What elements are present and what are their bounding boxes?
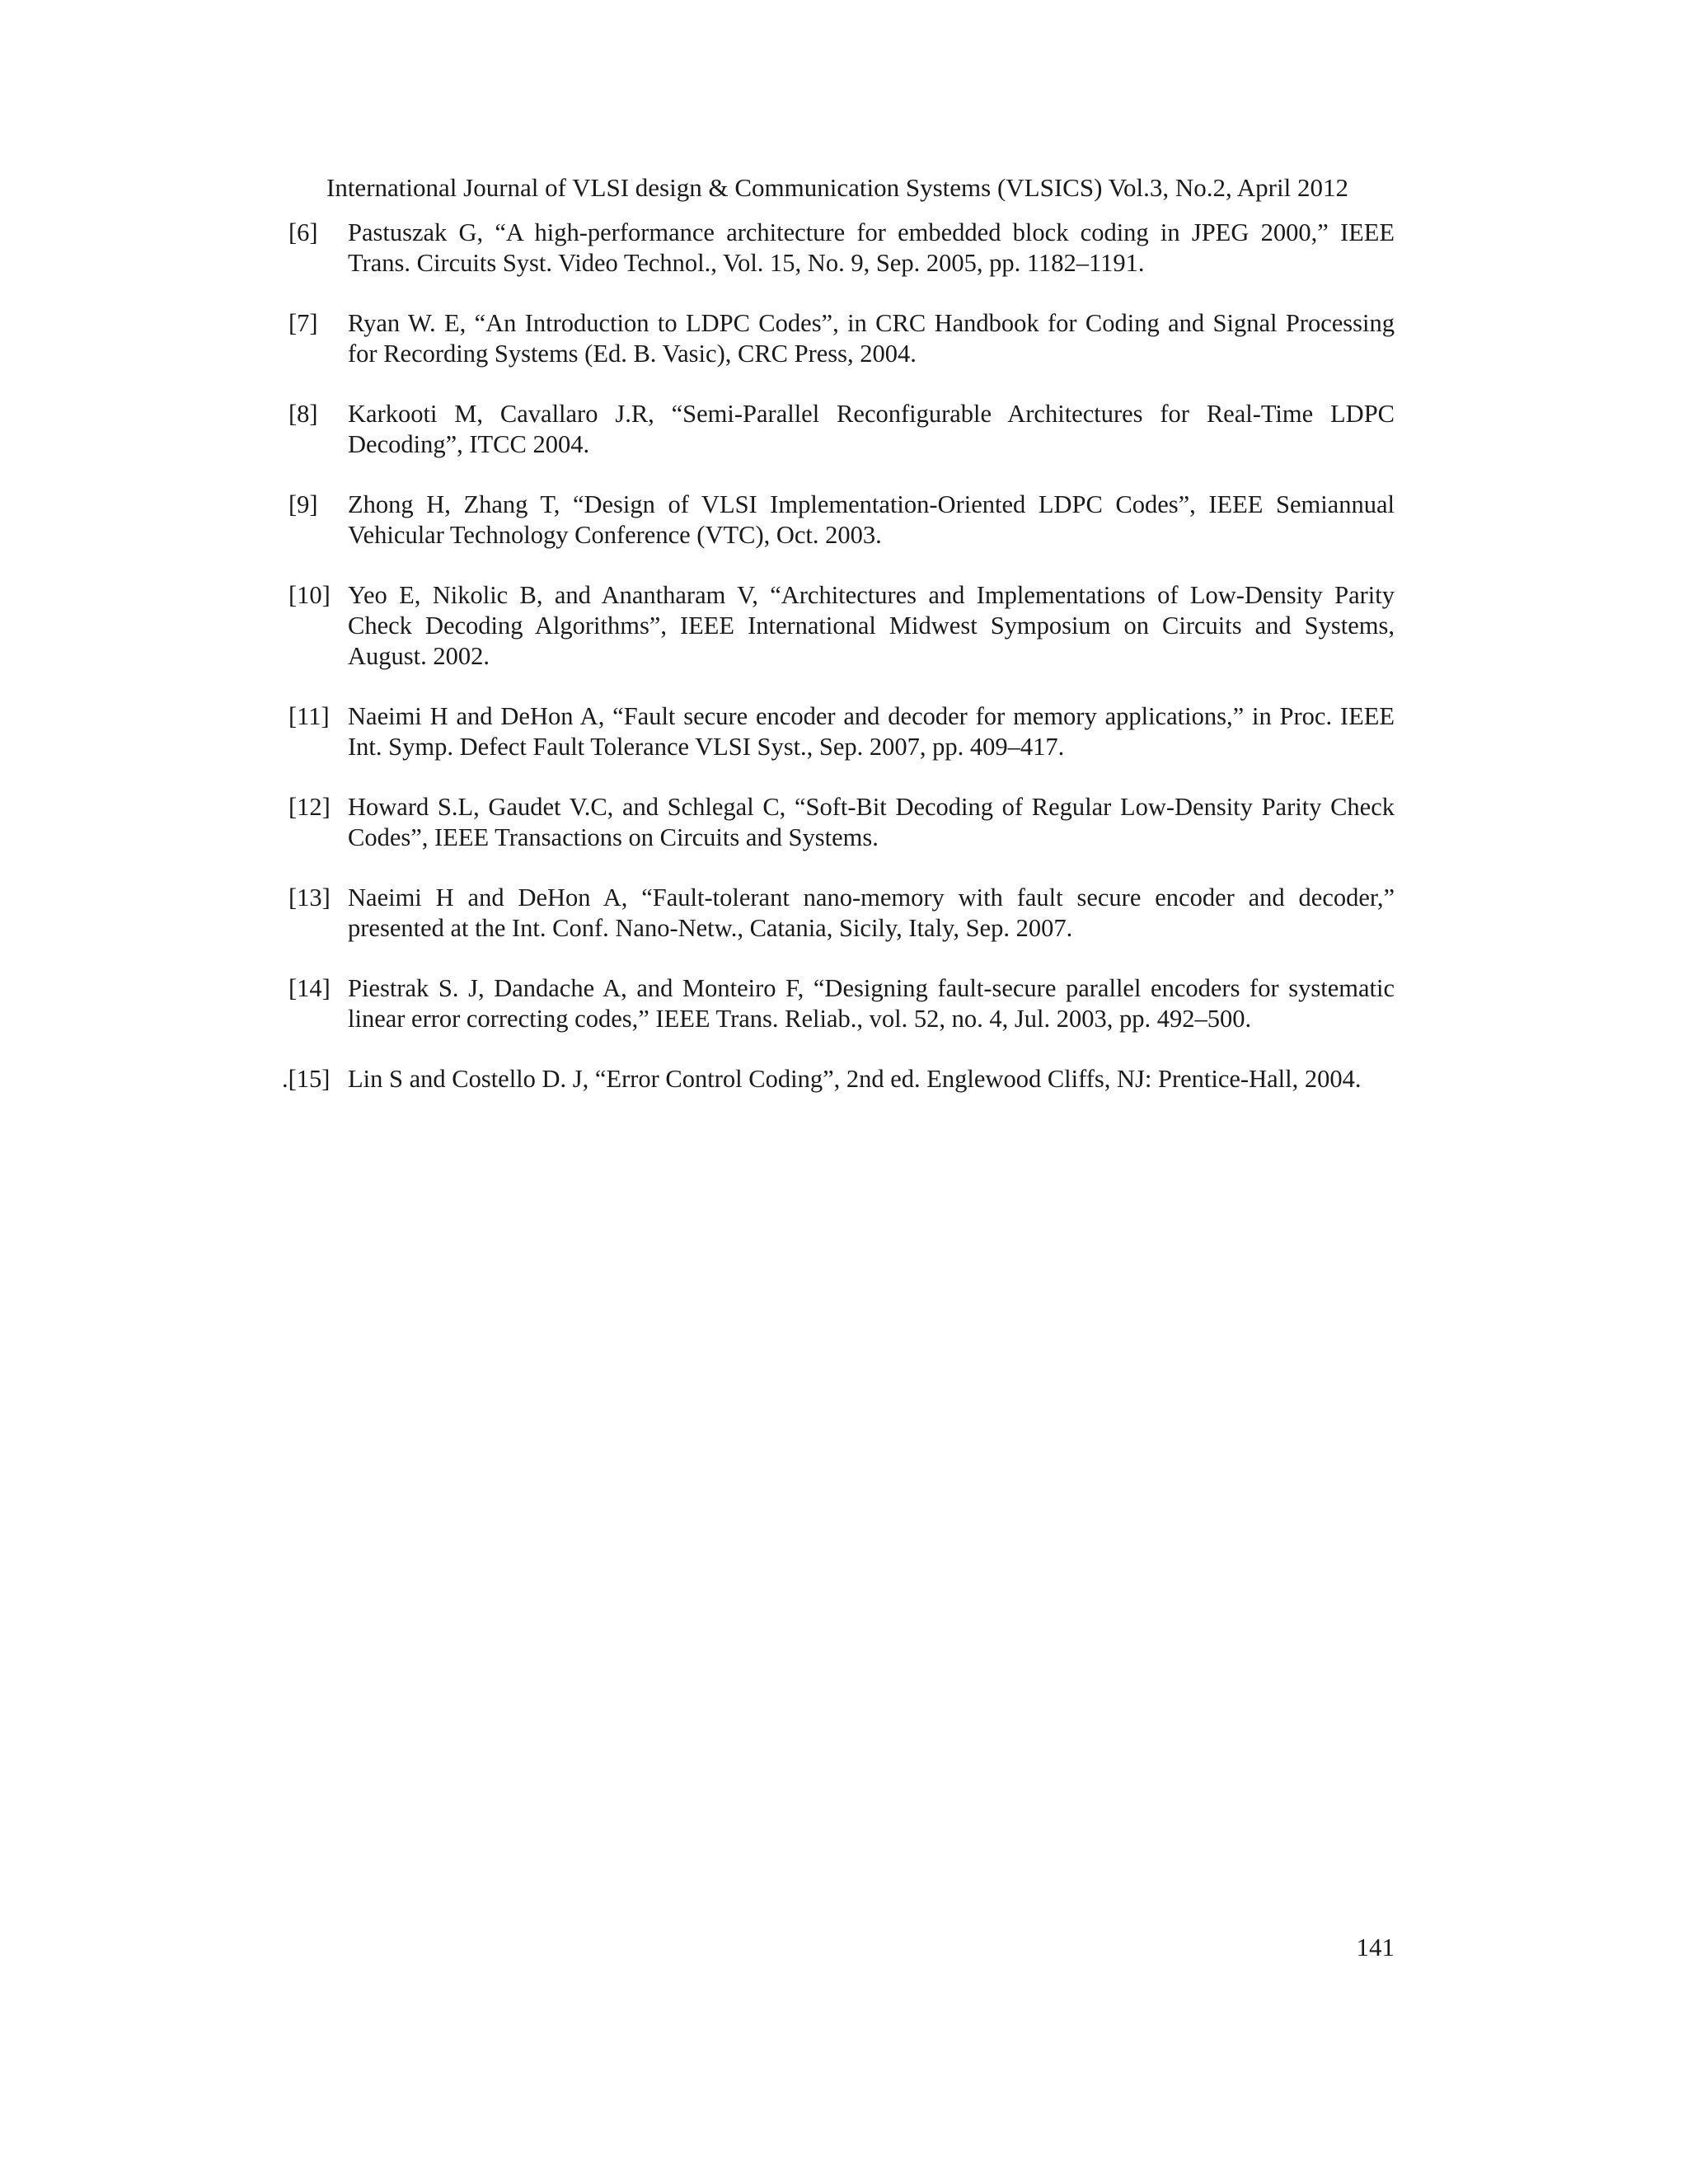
reference-text: Karkooti M, Cavallaro J.R, “Semi-Parallel Reconfigurable Architectures for Real-Time LDPC Decoding”, ITCC 2004. bbox=[348, 400, 1395, 458]
reference-number: [6] bbox=[288, 218, 318, 246]
reference-number: [13] bbox=[288, 883, 331, 912]
reference-text: Piestrak S. J, Dandache A, and Monteiro F, “Designing fault-secure parallel encoders for systematic linear error correcting codes,” IEEE Trans. Reliab., vol. 52, no. 4, Jul. 2003, pp. 492–500. bbox=[348, 974, 1395, 1033]
reference-item-6 bbox=[288, 218, 1395, 279]
reference-item-7 bbox=[288, 308, 1395, 369]
page-number: 141 bbox=[1356, 1933, 1395, 1961]
reference-text: Lin S and Costello D. J, “Error Control Coding”, 2nd ed. Englewood Cliffs, NJ: Prentice-Hall, 2004. bbox=[348, 1065, 1362, 1093]
reference-item-9 bbox=[288, 490, 1395, 551]
reference-item-10 bbox=[288, 580, 1395, 672]
reference-text: Ryan W. E, “An Introduction to LDPC Codes”, in CRC Handbook for Coding and Signal Processing for Recording Systems (Ed. B. Vasic), CRC Press, 2004. bbox=[348, 309, 1395, 368]
reference-number: [7] bbox=[288, 309, 318, 337]
reference-number: [8] bbox=[288, 400, 318, 428]
reference-number: [9] bbox=[288, 490, 318, 518]
reference-text: Zhong H, Zhang T, “Design of VLSI Implementation-Oriented LDPC Codes”, IEEE Semiannual Vehicular Technology Conference (VTC), Oct. 2003. bbox=[348, 490, 1395, 549]
reference-text: Howard S.L, Gaudet V.C, and Schlegal C, “Soft-Bit Decoding of Regular Low-Density Parity Check Codes”, IEEE Transactions on Circuits and Systems. bbox=[348, 793, 1395, 851]
reference-number: [10] bbox=[288, 581, 331, 609]
reference-text: Yeo E, Nikolic B, and Anantharam V, “Architectures and Implementations of Low-Density Parity Check Decoding Algorithms”, IEEE International Midwest Symposium on Circuits and Systems, August. 2002. bbox=[348, 581, 1395, 670]
reference-text: Naeimi H and DeHon A, “Fault secure encoder and decoder for memory applications,” in Proc. IEEE Int. Symp. Defect Fault Tolerance VLSI Syst., Sep. 2007, pp. 409–417. bbox=[348, 702, 1395, 761]
reference-number: [12] bbox=[288, 793, 331, 821]
reference-number: [11] bbox=[288, 702, 330, 730]
reference-number: [14] bbox=[288, 974, 331, 1002]
running-header: International Journal of VLSI design & Communication Systems (VLSICS) Vol.3, No.2, April 2012 bbox=[326, 173, 1348, 202]
reference-item-14 bbox=[288, 973, 1395, 1034]
reference-text: Pastuszak G, “A high-performance architecture for embedded block coding in JPEG 2000,” IEEE Trans. Circuits Syst. Video Technol., Vol. 15, No. 9, Sep. 2005, pp. 1182–1191. bbox=[348, 218, 1395, 277]
reference-item-11 bbox=[288, 701, 1395, 762]
reference-item-12 bbox=[288, 792, 1395, 853]
reference-list bbox=[282, 218, 1395, 1124]
reference-item-8 bbox=[288, 399, 1395, 460]
reference-number: .[15] bbox=[282, 1065, 331, 1093]
reference-item-15 bbox=[282, 1064, 1395, 1094]
reference-item-13 bbox=[288, 883, 1395, 944]
reference-text: Naeimi H and DeHon A, “Fault-tolerant nano-memory with fault secure encoder and decoder,” presented at the Int. Conf. Nano-Netw., Catania, Sicily, Italy, Sep. 2007. bbox=[348, 883, 1395, 942]
